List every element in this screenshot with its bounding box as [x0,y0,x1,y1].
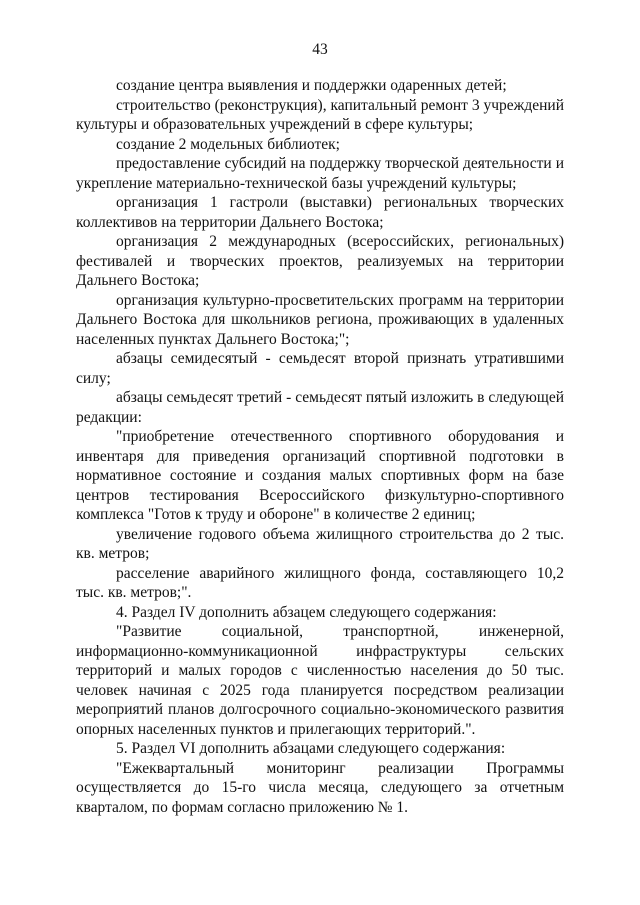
paragraph-12: расселение аварийного жилищного фонда, составляющего 10,2 тыс. кв. метров;". [76,564,564,601]
document-body [76,76,564,817]
paragraph-10: "приобретение отечественного спортивного оборудования и инвентаря для приведения организаций спортивной подготовки в нормативное состояние и создания малых спортивных форм на базе центров тестирования Всероссийского физкультурно-спортивного комплекса "Готов к труду и обороне" в количестве 2 единиц; [76,428,564,523]
paragraph-8: абзацы семидесятый - семьдесят второй признать утратившими силу; [76,350,564,387]
page-number: 43 [312,41,328,58]
paragraph-3: создание 2 модельных библиотек; [116,135,340,153]
paragraph-2: строительство (реконструкция), капитальный ремонт 3 учреждений культуры и образовательных учреждений в сфере культуры; [76,96,564,133]
paragraph-16: "Ежеквартальный мониторинг реализации Программы осуществляется до 15-го числа месяца, следующего за отчетным кварталом, по формам согласно приложению № 1. [76,759,564,816]
paragraph-11: увеличение годового объема жилищного строительства до 2 тыс. кв. метров; [76,525,564,562]
paragraph-7: организация культурно-просветительских программ на территории Дальнего Востока для школьников региона, проживающих в удаленных населенных пунктах Дальнего Востока;"; [76,291,564,348]
paragraph-5: организация 1 гастроли (выставки) региональных творческих коллективов на территории Дальнего Востока; [76,194,564,231]
paragraph-9: абзацы семьдесят третий - семьдесят пятый изложить в следующей редакции: [76,389,564,426]
paragraph-14: "Развитие социальной, транспортной, инженерной, информационно-коммуникационной инфраструктуры сельских территорий и малых городов с численностью населения до 50 тыс. человек начиная с 2025 года планируется посредством реализации мероприятий планов долгосрочного социально-экономического развития опорных населенных пунктов и прилегающих территорий.". [76,623,564,738]
paragraph-15: 5. Раздел VI дополнить абзацами следующего содержания: [116,740,506,757]
paragraph-1: создание центра выявления и поддержки одаренных детей; [116,77,507,94]
paragraph-4: предоставление субсидий на поддержку творческой деятельности и укрепление материально-технической базы учреждений культуры; [76,155,564,192]
paragraph-6: организация 2 международных (всероссийских, региональных) фестивалей и творческих проектов, реализуемых на территории Дальнего Востока; [76,233,564,289]
paragraph-13: 4. Раздел IV дополнить абзацем следующего содержания: [116,603,497,621]
